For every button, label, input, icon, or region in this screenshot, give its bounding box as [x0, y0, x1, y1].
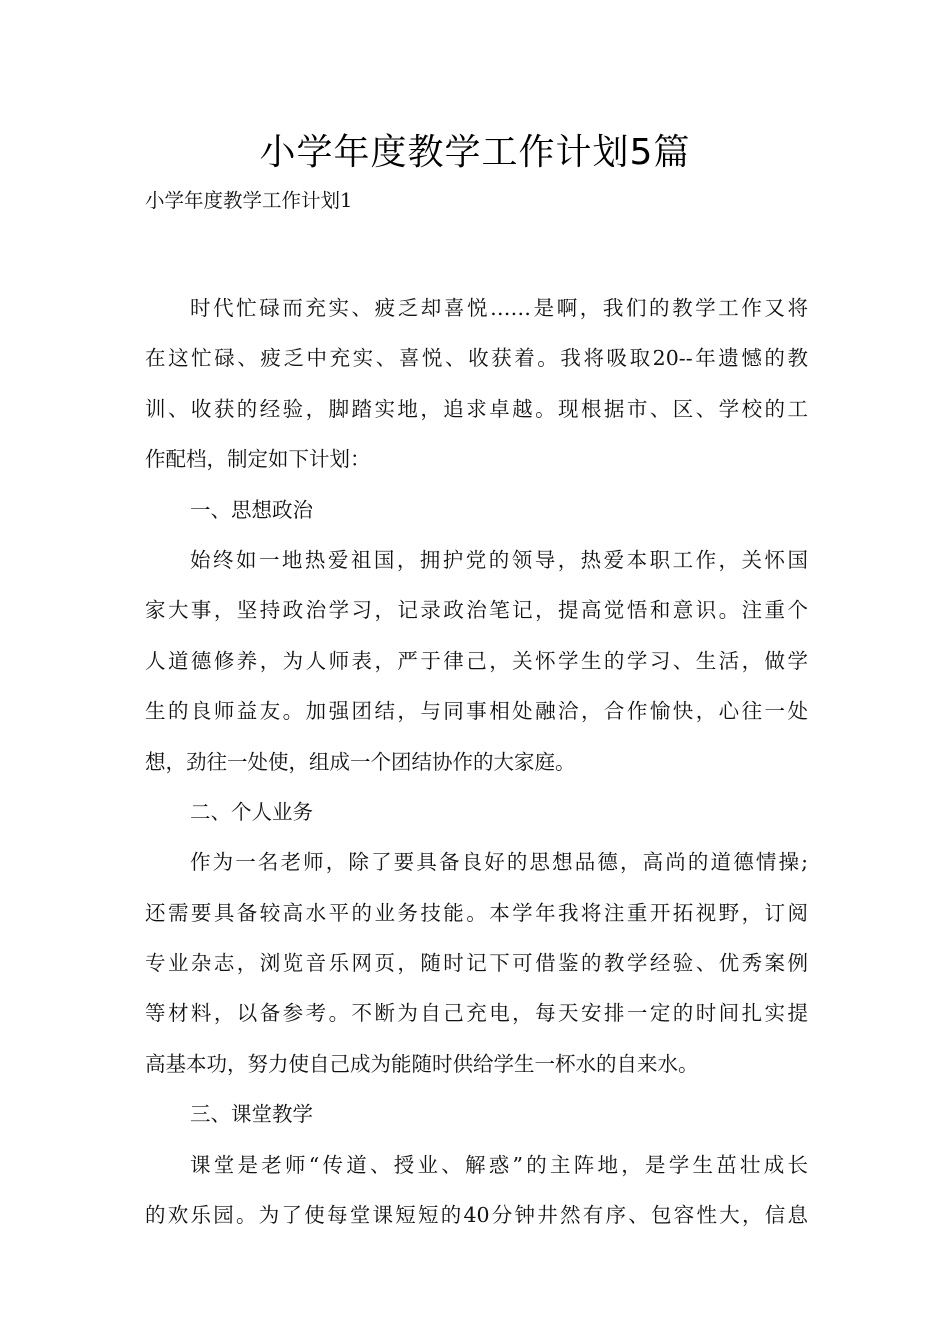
text-line: 作配档，制定如下计划：	[145, 447, 371, 472]
text-line: 作为一名老师，除了要具备良好的思想品德，高尚的道德情操;	[190, 850, 808, 875]
text-line: 时代忙碌而充实、疲乏却喜悦……是啊，我们的教学工作又将	[190, 296, 808, 320]
document-subtitle: 小学年度教学工作计划1	[145, 189, 353, 212]
text-line: 始终如一地热爱祖国，拥护党的领导，热爱本职工作，关怀国	[190, 547, 808, 572]
text-line: 课堂是老师“传道、授业、解惑”的主阵地，是学生茁壮成长	[190, 1152, 808, 1177]
text-line: 家大事，坚持政治学习，记录政治笔记，提高觉悟和意识。注重个	[145, 598, 808, 623]
text-line: 在这忙碌、疲乏中充实、喜悦、收获着。我将吸取20--年遗憾的教	[145, 346, 808, 371]
text-line: 的欢乐园。为了使每堂课短短的40分钟井然有序、包容性大，信息	[145, 1203, 808, 1228]
section-heading: 一、思想政治	[190, 497, 313, 522]
text-line: 生的良师益友。加强团结，与同事相处融洽，合作愉快，心往一处	[145, 699, 808, 724]
text-line: 想，劲往一处使，组成一个团结协作的大家庭。	[145, 749, 576, 774]
text-line: 等材料，以备参考。不断为自己充电，每天安排一定的时间扎实提	[145, 1001, 808, 1026]
section-heading: 二、个人业务	[190, 799, 313, 824]
text-line: 训、收获的经验，脚踏实地，追求卓越。现根据市、区、学校的工	[145, 396, 808, 421]
document-title: 小学年度教学工作计划5篇	[259, 132, 691, 173]
document-body	[145, 283, 808, 1240]
section-heading: 三、课堂教学	[190, 1102, 313, 1127]
text-line: 还需要具备较高水平的业务技能。本学年我将注重开拓视野，订阅	[145, 900, 808, 925]
text-line: 高基本功，努力使自己成为能随时供给学生一杯水的自来水。	[145, 1051, 699, 1076]
text-line: 专业杂志，浏览音乐网页，随时记下可借鉴的教学经验、优秀案例	[145, 951, 808, 976]
text-line: 人道德修养，为人师表，严于律己，关怀学生的学习、生活，做学	[145, 648, 808, 673]
